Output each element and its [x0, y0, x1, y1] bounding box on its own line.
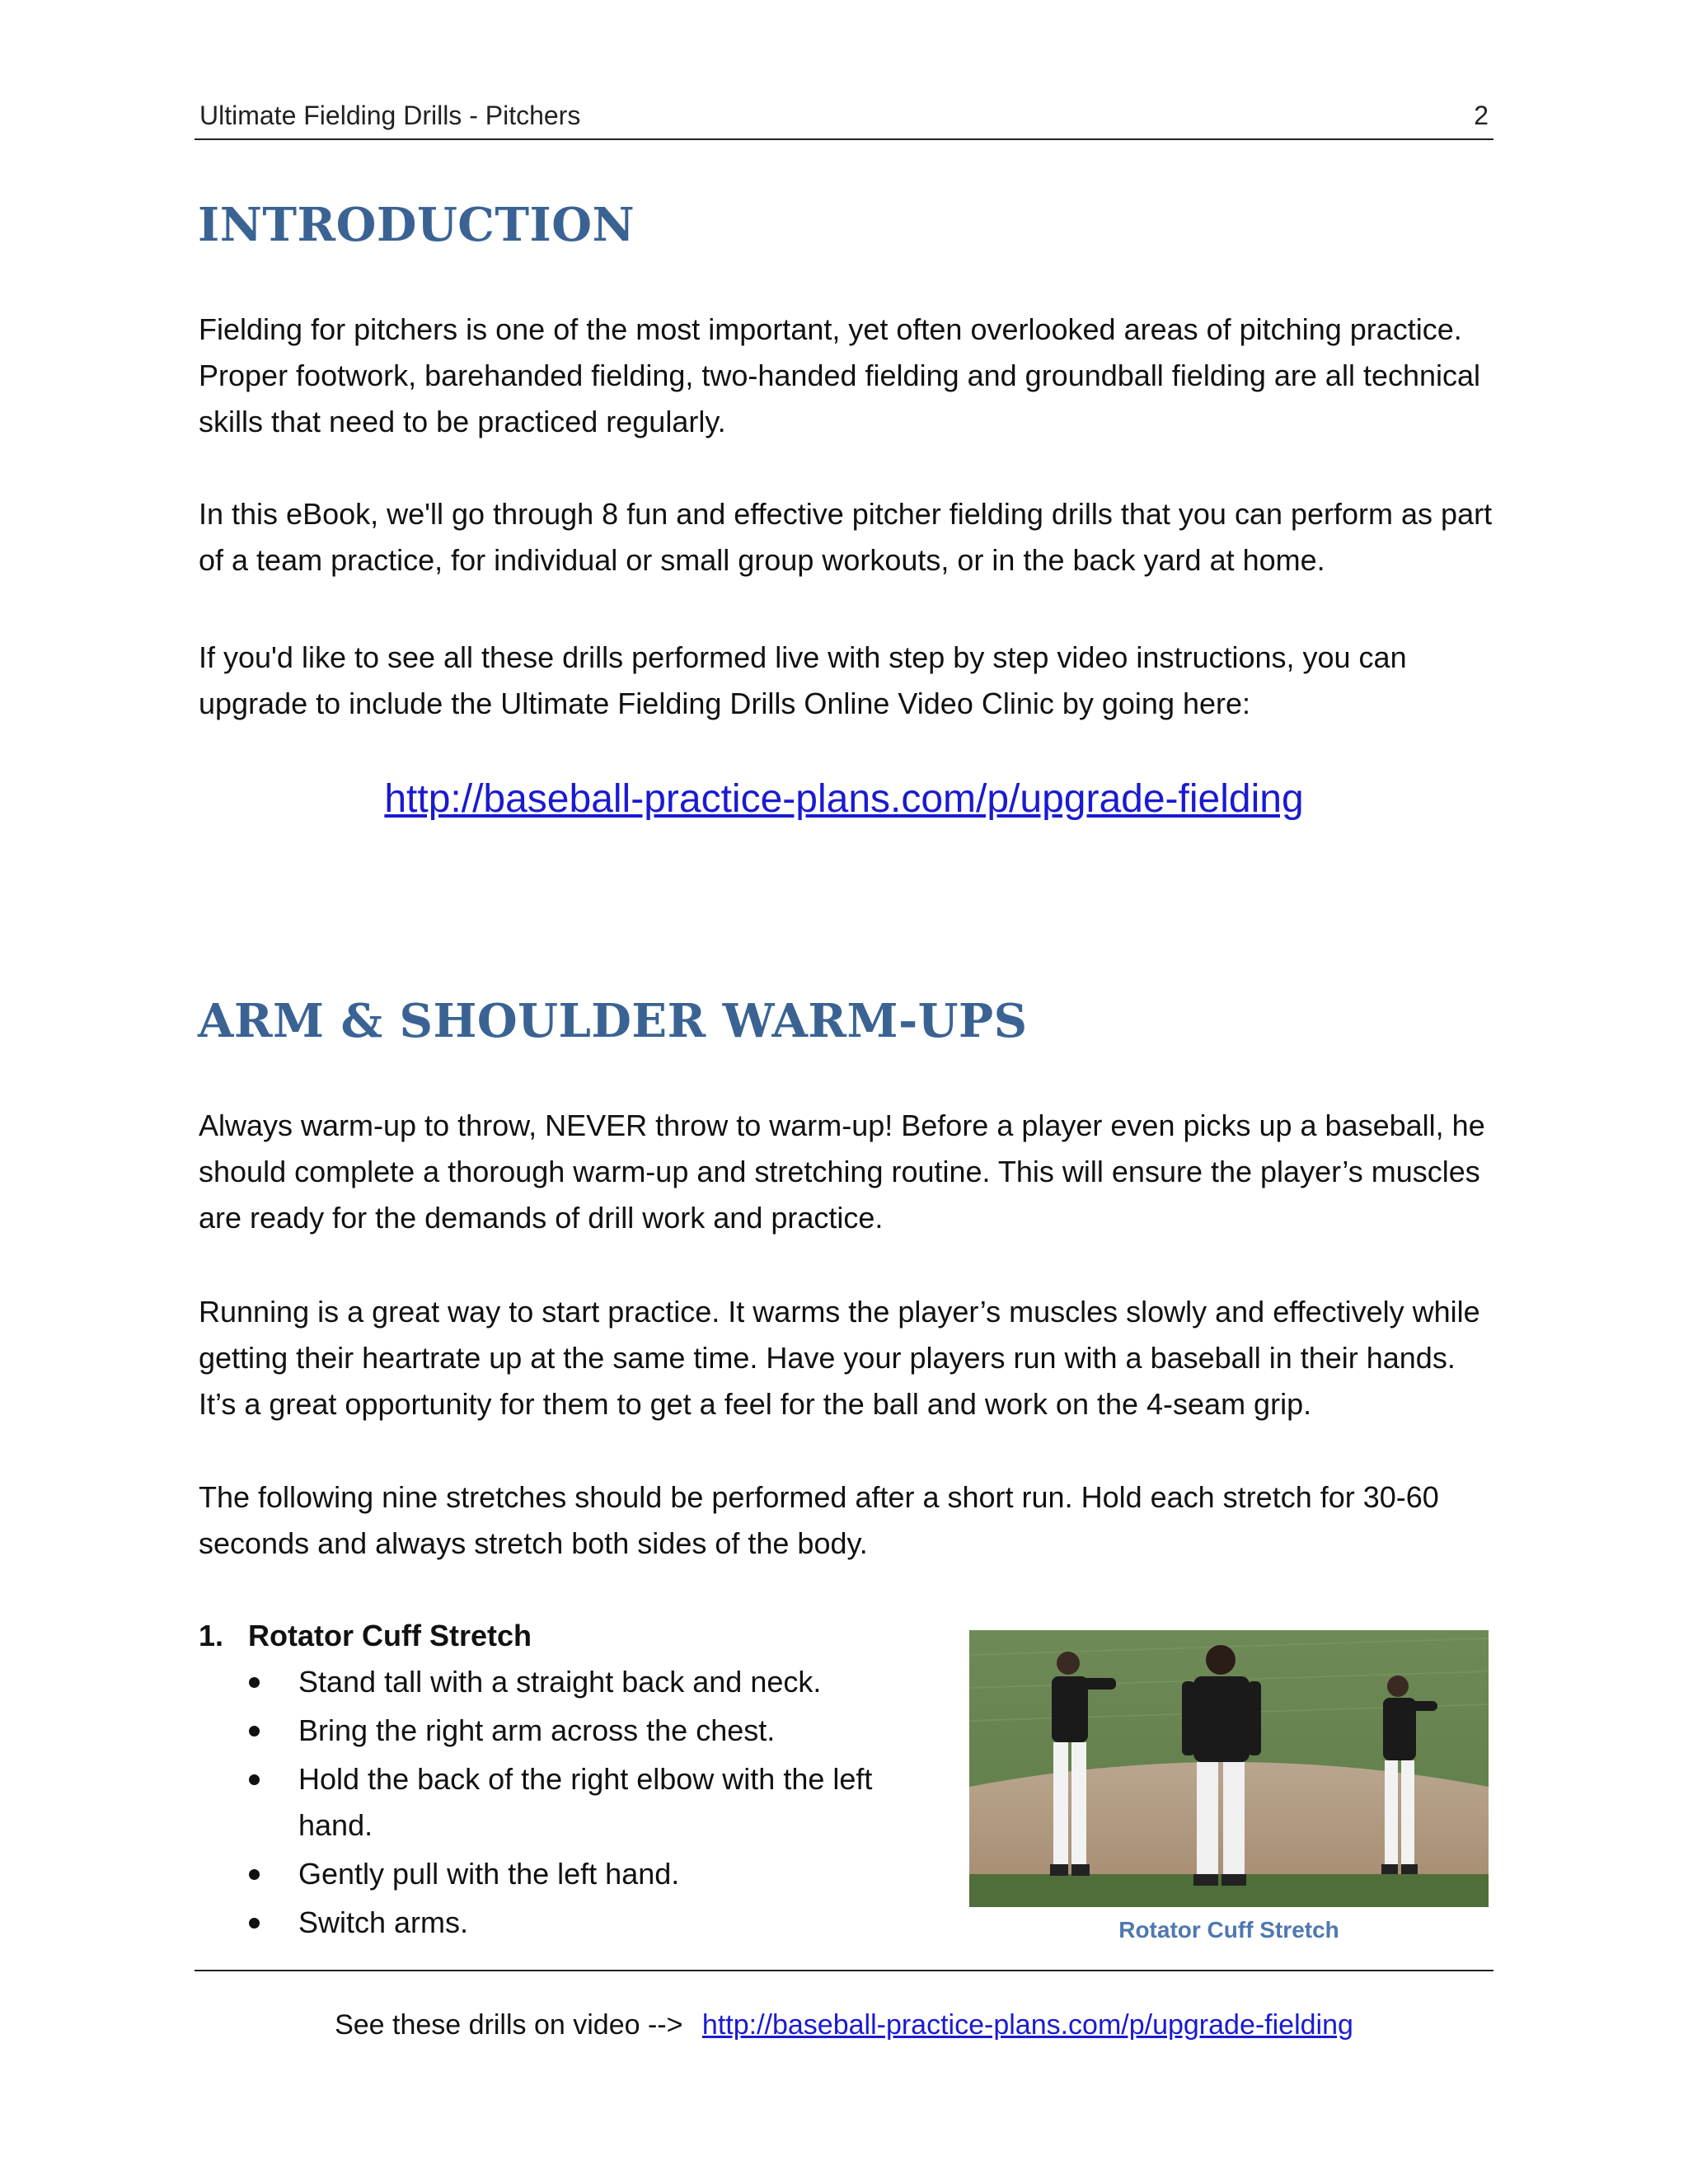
rotator-cuff-photo: [969, 1630, 1489, 1907]
list-item: Hold the back of the right elbow with the left hand.: [247, 1756, 931, 1849]
list-item: Stand tall with a straight back and neck.: [247, 1659, 931, 1705]
introduction-heading: INTRODUCTION: [198, 198, 635, 252]
intro-paragraph-3: If you'd like to see all these drills performed live with step by step video instructions, you can upgrade to include the Ultimate Fielding Drills Online Video Clinic by going here:: [199, 640, 1407, 720]
list-item: Switch arms.: [247, 1900, 931, 1946]
upgrade-link-container: [0, 776, 1688, 822]
intro-paragraph-1: Fielding for pitchers is one of the most important, yet often overlooked areas of pitching practice. Proper footwork, barehanded fielding, two-handed fielding and groundball fielding are all technical skills that need to be practiced regularly.: [199, 312, 1481, 438]
list-item: Bring the right arm across the chest.: [247, 1708, 931, 1754]
page-number: 2: [1474, 101, 1489, 130]
stretch-title: Rotator Cuff Stretch: [248, 1619, 532, 1652]
stretch-number: 1.: [199, 1619, 224, 1652]
page-header: [195, 97, 1493, 140]
warmups-paragraph-2: Running is a great way to start practice. It warms the player’s muscles slowly and effectively while getting their heartrate up at the same time. Have your players run with a baseball in their hands. It’s a great opportunity for them to get a feel for the ball and work on the 4-seam grip.: [199, 1295, 1480, 1421]
page-footer: [0, 2009, 1688, 2041]
warmups-paragraph-1: Always warm-up to throw, NEVER throw to warm-up! Before a player even picks up a baseball, he should complete a thorough warm-up and stretching routine. This will ensure the player’s muscles are ready for the demands of drill work and practice.: [199, 1108, 1485, 1235]
list-item: Gently pull with the left hand.: [247, 1851, 931, 1897]
warmups-paragraph-3: The following nine stretches should be performed after a short run. Hold each stretch for 30-60 seconds and always stretch both sides of the body.: [199, 1480, 1439, 1560]
footer-link[interactable]: http://baseball-practice-plans.com/p/upgrade-fielding: [701, 2009, 1353, 2041]
footer-label: See these drills on video -->: [335, 2009, 683, 2041]
footer-divider: [195, 1970, 1493, 1971]
photo-caption: Rotator Cuff Stretch: [1118, 1917, 1339, 1943]
upgrade-link[interactable]: http://baseball-practice-plans.com/p/upgrade-fielding: [384, 777, 1304, 821]
document-title: Ultimate Fielding Drills - Pitchers: [199, 101, 581, 130]
warmups-heading: ARM & SHOULDER WARM-UPS: [198, 994, 1028, 1048]
stretch-steps-list: [247, 1659, 931, 1948]
stretch-heading: [199, 1613, 532, 1659]
intro-paragraph-2: In this eBook, we'll go through 8 fun and effective pitcher fielding drills that you can perform as part of a team practice, for individual or small group workouts, or in the back yard at home.: [199, 497, 1493, 577]
